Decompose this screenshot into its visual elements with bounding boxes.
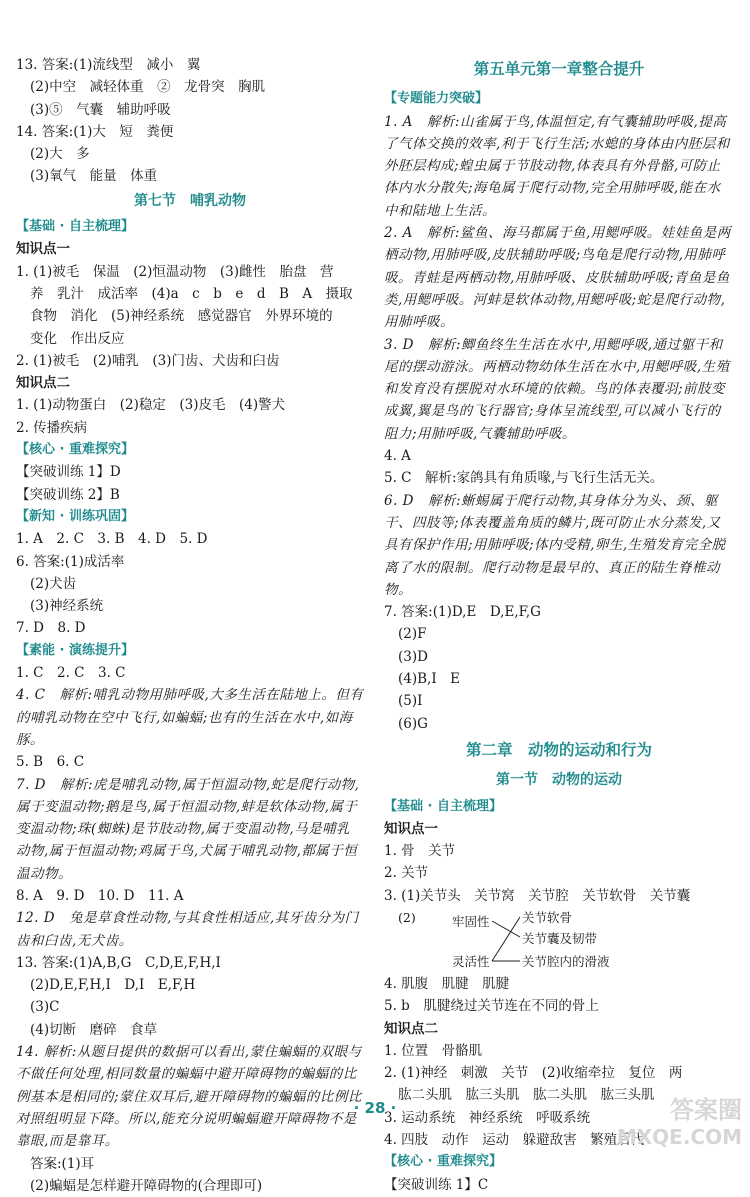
explanation-paragraph: 14. 解析:从题目提供的数据可以看出,蒙住蝙蝠的双眼与不做任何处理,相同数量的蝙蝠中避开障碍物的蝙蝠的比例基本是相同的;蒙住双耳后,避开障碍物的蝙蝠的比例比对照组明显下降。所以,能充分说明蝙蝠避开障碍物不是靠眼,而是靠耳。 (16, 1044, 362, 1150)
text-line: (2)F (398, 626, 427, 643)
text-line: 7. D 8. D (16, 620, 86, 637)
explanation-paragraph: 7. D 解析:虎是哺乳动物,属于恒温动物,蛇是爬行动物,属于变温动物;鹅是鸟,属于恒温动物,蚌是软体动物,属于变温动物;珠(蜘蛛)是节肢动物,属于变温动物,马是哺乳动物,属于恒温动物;鸡属于鸟,犬属于哺乳动物,都属于恒温动物。 (16, 776, 360, 882)
joint-property-diagram (398, 907, 734, 973)
explanation-paragraph: 1. A 解析:山雀属于鸟,体温恒定,有气囊辅助呼吸,提高了气体交换的效率,利于飞行生活;水螅的身体由内胚层和外胚层构成;蝗虫属于节肢动物,体表具有外骨骼,可防止体内水分散失;海龟属于爬行动物,完全用肺呼吸,能在水中和陆地上生活。 (384, 113, 730, 219)
diagram-label-flexibility: 灵活性 (452, 953, 490, 969)
text-line: (4)切断 磨碎 食草 (30, 1021, 158, 1038)
text-line: (3)⑤ 气囊 辅助呼吸 (30, 101, 171, 118)
text-line: 2. 传播疾病 (16, 419, 88, 436)
block-heading: 【基础 · 自主梳理】 (384, 798, 502, 814)
text-line: 4. 四肢 动作 运动 躲避敌害 繁殖后代 (384, 1132, 645, 1149)
text-line: 3. 运动系统 神经系统 呼吸系统 (384, 1109, 591, 1126)
text-line: 5. b 肌腱绕过关节连在不同的骨上 (384, 998, 599, 1015)
text-line: 答案:(1)耳 (30, 1155, 95, 1172)
knowledge-point-heading: 知识点一 (16, 241, 70, 258)
text-line: (2)大 多 (30, 146, 90, 163)
text-line: 1. (1)被毛 保温 (2)恒温动物 (3)雌性 胎盘 营 (16, 263, 334, 280)
text-line: 2. (1)被毛 (2)哺乳 (3)门齿、犬齿和臼齿 (16, 352, 280, 369)
block-heading: 【核心 · 重难探究】 (16, 442, 134, 458)
text-line: 2. (1)神经 刺激 关节 (2)收缩牵拉 复位 两 (384, 1065, 683, 1082)
block-heading: 【基础 · 自主梳理】 (16, 219, 134, 235)
knowledge-point-heading: 知识点二 (16, 375, 70, 392)
explanation-paragraph: 6. D 解析:蜥蜴属于爬行动物,其身体分为头、颈、躯干、四肢等;体表覆盖角质的鳞片,既可防止水分蒸发,又具有保护作用;用肺呼吸;体内受精,卵生,生殖发育完全脱离了水的限制。爬行动物是最早的、真正的陆生脊椎动物。 (384, 492, 726, 598)
text-line: 【突破训练 1】C (384, 1176, 489, 1193)
explanation-paragraph: 3. D 解析:鲫鱼终生生活在水中,用鳃呼吸,通过躯干和尾的摆动游泳。两栖动物幼体生活在水中,用鳃呼吸,生殖和发育没有摆脱对水环境的依赖。鸟的体表覆羽;前肢变成翼,翼是鸟的飞行器官;身体呈流线型,可以减小飞行的阻力;用肺呼吸,气囊辅助呼吸。 (384, 336, 730, 442)
text-line: 肱二头肌 肱三头肌 肱二头肌 肱三头肌 (398, 1087, 655, 1104)
chapter-title: 第二章 动物的运动和行为 (465, 740, 652, 759)
knowledge-point-heading: 知识点二 (384, 1020, 438, 1037)
block-heading: 【核心 · 重难探究】 (384, 1154, 502, 1170)
diagram-label-capsule: 关节囊及韧带 (522, 930, 598, 946)
explanation-paragraph: 12. D 兔是草食性动物,与其食性相适应,其牙齿分为门齿和臼齿,无犬齿。 (16, 910, 359, 949)
text-line: 【突破训练 2】B (16, 486, 120, 503)
text-line: (2)中空 减轻体重 ② 龙骨突 胸肌 (30, 79, 266, 96)
text-line: 变化 作出反应 (30, 330, 125, 347)
explanation-paragraph: 4. C 解析:哺乳动物用肺呼吸,大多生活在陆地上。但有的哺乳动物在空中飞行,如蝙蝠;也有的生活在水中,如海豚。 (16, 687, 364, 748)
right-column (384, 54, 734, 1196)
text-line: 1. 骨 关节 (384, 843, 456, 860)
text-line: (3)D (398, 648, 428, 665)
block-heading: 【新知 · 训练巩固】 (16, 508, 134, 524)
connector-lines (398, 907, 528, 973)
section-title: 第一节 动物的运动 (496, 772, 622, 789)
text-line: (2) (398, 909, 416, 925)
watermark-url: MXQE.COM (616, 1125, 742, 1149)
text-line: 14. 答案:(1)大 短 粪便 (16, 123, 174, 140)
text-line: 3. (1)关节头 关节窝 关节腔 关节软骨 关节囊 (384, 887, 691, 904)
watermark-logo (617, 1090, 742, 1149)
text-line: (6)G (398, 715, 428, 732)
explanation-paragraph: 2. A 解析:鲨鱼、海马都属于鱼,用鳃呼吸。娃娃鱼是两栖动物,用肺呼吸,皮肤辅助呼吸;鸟龟是爬行动物,用肺呼吸。青蛙是两栖动物,用肺呼吸、皮肤辅助呼吸;青鱼是鱼类,用鳃呼吸。河蚌是软体动物,用鳃呼吸;蛇是爬行动物,用肺呼吸。 (384, 225, 731, 331)
block-heading: 【素能 · 演练提升】 (16, 642, 134, 658)
text-line: 【突破训练 1】D (16, 464, 121, 481)
text-line: 1. C 2. C 3. C (16, 665, 126, 682)
text-line: (4)B,I E (398, 671, 461, 688)
text-line: 4. A (384, 448, 411, 465)
text-line: (2)犬齿 (30, 575, 77, 592)
text-line: 13. 答案:(1)流线型 减小 翼 (16, 57, 201, 73)
diagram-label-fluid: 关节腔内的滑液 (522, 953, 610, 969)
section-title: 第七节 哺乳动物 (134, 192, 246, 209)
text-line: 养 乳汁 成活率 (4)a c b e d B A 摄取 (30, 285, 353, 302)
left-column (16, 54, 364, 1197)
block-heading: 【专题能力突破】 (384, 91, 489, 107)
page-number: · 28 · (353, 1099, 397, 1117)
diagram-label-firmness: 牢固性 (452, 913, 490, 929)
text-line: (3)C (30, 999, 60, 1016)
knowledge-point-heading: 知识点一 (384, 820, 438, 837)
text-line: 6. 答案:(1)成活率 (16, 553, 125, 570)
text-line: 1. 位置 骨骼肌 (384, 1042, 483, 1059)
diagram-label-cartilage: 关节软骨 (522, 909, 573, 925)
text-line: (3)神经系统 (30, 598, 104, 615)
text-line: (2)蝙蝠是怎样避开障碍物的(合理即可) (30, 1177, 263, 1194)
text-line: 5. C 解析:家鸽具有角质喙,与飞行生活无关。 (384, 470, 664, 487)
text-line: 8. A 9. D 10. D 11. A (16, 887, 184, 904)
text-line: 2. 关节 (384, 865, 429, 882)
text-line: (2)D,E,F,H,I D,I E,F,H (30, 977, 196, 994)
text-line: 7. 答案:(1)D,E D,E,F,G (384, 604, 541, 621)
text-line: 13. 答案:(1)A,B,G C,D,E,F,H,I (16, 954, 221, 971)
text-line: 食物 消化 (5)神经系统 感觉器官 外界环境的 (30, 308, 333, 325)
unit-title: 第五单元第一章整合提升 (473, 60, 645, 78)
text-line: 4. 肌腹 肌腱 肌腱 (384, 975, 510, 992)
text-line: 1. (1)动物蛋白 (2)稳定 (3)皮毛 (4)警犬 (16, 397, 286, 414)
watermark-text: 答案圈 (670, 1096, 742, 1124)
text-line: 5. B 6. C (16, 754, 85, 771)
text-line: 1. A 2. C 3. B 4. D 5. D (16, 531, 208, 548)
text-line: (5)I (398, 693, 423, 710)
text-line: (3)氧气 能量 体重 (30, 168, 158, 185)
